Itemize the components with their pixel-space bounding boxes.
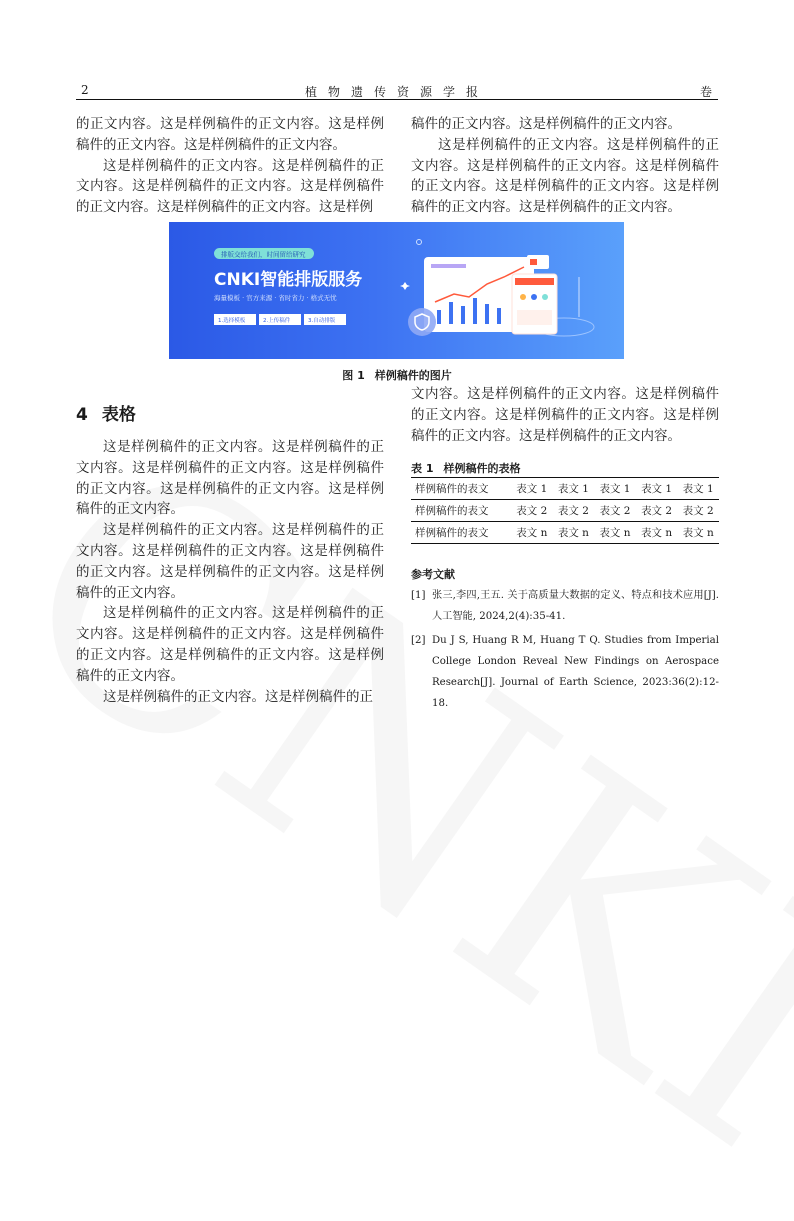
table-cell: 表文 2 bbox=[636, 500, 678, 522]
banner-steps bbox=[214, 314, 346, 325]
sparkle-icon bbox=[400, 282, 410, 290]
table-cell: 样例稿件的表文 bbox=[411, 478, 511, 500]
screen-heading bbox=[431, 264, 466, 268]
table-caption-text: 样例稿件的表格 bbox=[443, 462, 521, 475]
table-cell: 表文 1 bbox=[636, 478, 678, 500]
table-row bbox=[411, 522, 719, 544]
header-rule bbox=[76, 99, 718, 100]
step-label: 1.选择模板 bbox=[218, 318, 246, 324]
reference-index: [2] bbox=[411, 635, 426, 646]
table-cell: 表文 1 bbox=[594, 478, 636, 500]
running-header bbox=[76, 83, 718, 99]
volume-label: 卷 bbox=[699, 85, 712, 99]
table-cell: 表文 1 bbox=[553, 478, 595, 500]
reference-index: [1] bbox=[411, 590, 426, 601]
paragraph: 这是样例稿件的正文内容。这是样例稿件的正文内容。这是样例稿件的正文内容。这是样例稿件的正文内容。这是样例稿件的正文内容。这是样例稿件的正文内容。 bbox=[76, 605, 384, 684]
table-cell: 表文 n bbox=[594, 522, 636, 544]
side-card-header bbox=[515, 278, 554, 285]
table-cell: 样例稿件的表文 bbox=[411, 500, 511, 522]
table-cell: 表文 n bbox=[511, 522, 553, 544]
table-caption-number: 表 1 bbox=[411, 462, 434, 475]
reference-text: 张三,李四,王五. 关于高质量大数据的定义、特点和技术应用[J]. 人工智能, 2024,2(4):35-41. bbox=[432, 590, 719, 622]
table-caption bbox=[411, 460, 520, 476]
figure-caption bbox=[0, 367, 794, 383]
right-column-top bbox=[411, 114, 719, 218]
data-table bbox=[411, 477, 719, 544]
section-heading bbox=[76, 400, 136, 425]
paragraph: 的正文内容。这是样例稿件的正文内容。这是样例稿件的正文内容。这是样例稿件的正文内容。 bbox=[76, 116, 384, 153]
table-cell: 表文 2 bbox=[594, 500, 636, 522]
left-column-top bbox=[76, 114, 384, 218]
table-cell: 表文 2 bbox=[511, 500, 553, 522]
table-cell: 表文 1 bbox=[677, 478, 719, 500]
section-title: 表格 bbox=[101, 405, 136, 425]
paragraph: 这是样例稿件的正文内容。这是样例稿件的正文内容。这是样例稿件的正文内容。这是样例稿件的正文内容。这是样例稿件的正文内容。这是样例 bbox=[76, 157, 384, 216]
table-cell: 样例稿件的表文 bbox=[411, 522, 511, 544]
table-cell: 表文 n bbox=[636, 522, 678, 544]
banner-title: CNKI智能排版服务 bbox=[214, 270, 363, 290]
banner-features: 海量模板 · 官方来源 · 省时省力 · 格式无忧 bbox=[214, 294, 337, 302]
table-row bbox=[411, 478, 719, 500]
references-heading: 参考文献 bbox=[411, 568, 455, 581]
decor-circle bbox=[417, 240, 422, 245]
step-label: 3.自动排版 bbox=[308, 318, 336, 324]
reference-item bbox=[411, 585, 719, 627]
right-column-middle bbox=[411, 384, 719, 446]
table-cell: 表文 2 bbox=[677, 500, 719, 522]
table-row bbox=[411, 500, 719, 522]
banner-illustration bbox=[169, 222, 624, 359]
table-cell: 表文 n bbox=[677, 522, 719, 544]
paragraph: 这是样例稿件的正文内容。这是样例稿件的正文内容。这是样例稿件的正文内容。这是样例稿件的正文内容。这是样例稿件的正文内容。这是样例稿件的正文内容。 bbox=[76, 522, 384, 601]
paragraph: 这是样例稿件的正文内容。这是样例稿件的正文内容。这是样例稿件的正文内容。这是样例稿件的正文内容。这是样例稿件的正文内容。这是样例稿件的正文内容。这是样例稿件的正文内容。 bbox=[411, 136, 719, 216]
left-column-bottom bbox=[76, 437, 384, 707]
table-cell: 表文 1 bbox=[511, 478, 553, 500]
journal-title: 植物遗传资源学报 bbox=[304, 85, 489, 99]
page-number: 2 bbox=[81, 83, 89, 97]
reference-text: Du J S, Huang R M, Huang T Q. Studies from Imperial College London Reveal New Findings on Aerospace Research[J]. Journal of Earth Science, 2023:36(2):12-18. bbox=[432, 635, 719, 709]
paragraph: 文内容。这是样例稿件的正文内容。这是样例稿件的正文内容。这是样例稿件的正文内容。这是样例稿件的正文内容。这是样例稿件的正文内容。 bbox=[411, 386, 719, 444]
paragraph: 这是样例稿件的正文内容。这是样例稿件的正文内容。这是样例稿件的正文内容。这是样例稿件的正文内容。这是样例稿件的正文内容。这是样例稿件的正文内容。 bbox=[76, 439, 384, 518]
mini-card-mark bbox=[530, 259, 537, 265]
figure-caption-text: 样例稿件的图片 bbox=[374, 369, 452, 382]
banner-tag-text: 排版交给我们，时间留给研究 bbox=[221, 250, 306, 259]
reference-item bbox=[411, 630, 719, 714]
section-number: 4 bbox=[76, 405, 88, 425]
figure-caption-number: 图 1 bbox=[342, 369, 365, 382]
paragraph: 稿件的正文内容。这是样例稿件的正文内容。 bbox=[411, 116, 681, 132]
side-card-block bbox=[517, 310, 552, 325]
table-cell: 表文 2 bbox=[553, 500, 595, 522]
shield-badge bbox=[408, 308, 436, 336]
step-label: 2.上传稿件 bbox=[263, 318, 291, 324]
table-cell: 表文 n bbox=[553, 522, 595, 544]
reference-list bbox=[411, 585, 719, 717]
figure-banner-image bbox=[169, 222, 624, 359]
paragraph: 这是样例稿件的正文内容。这是样例稿件的正 bbox=[103, 688, 373, 705]
